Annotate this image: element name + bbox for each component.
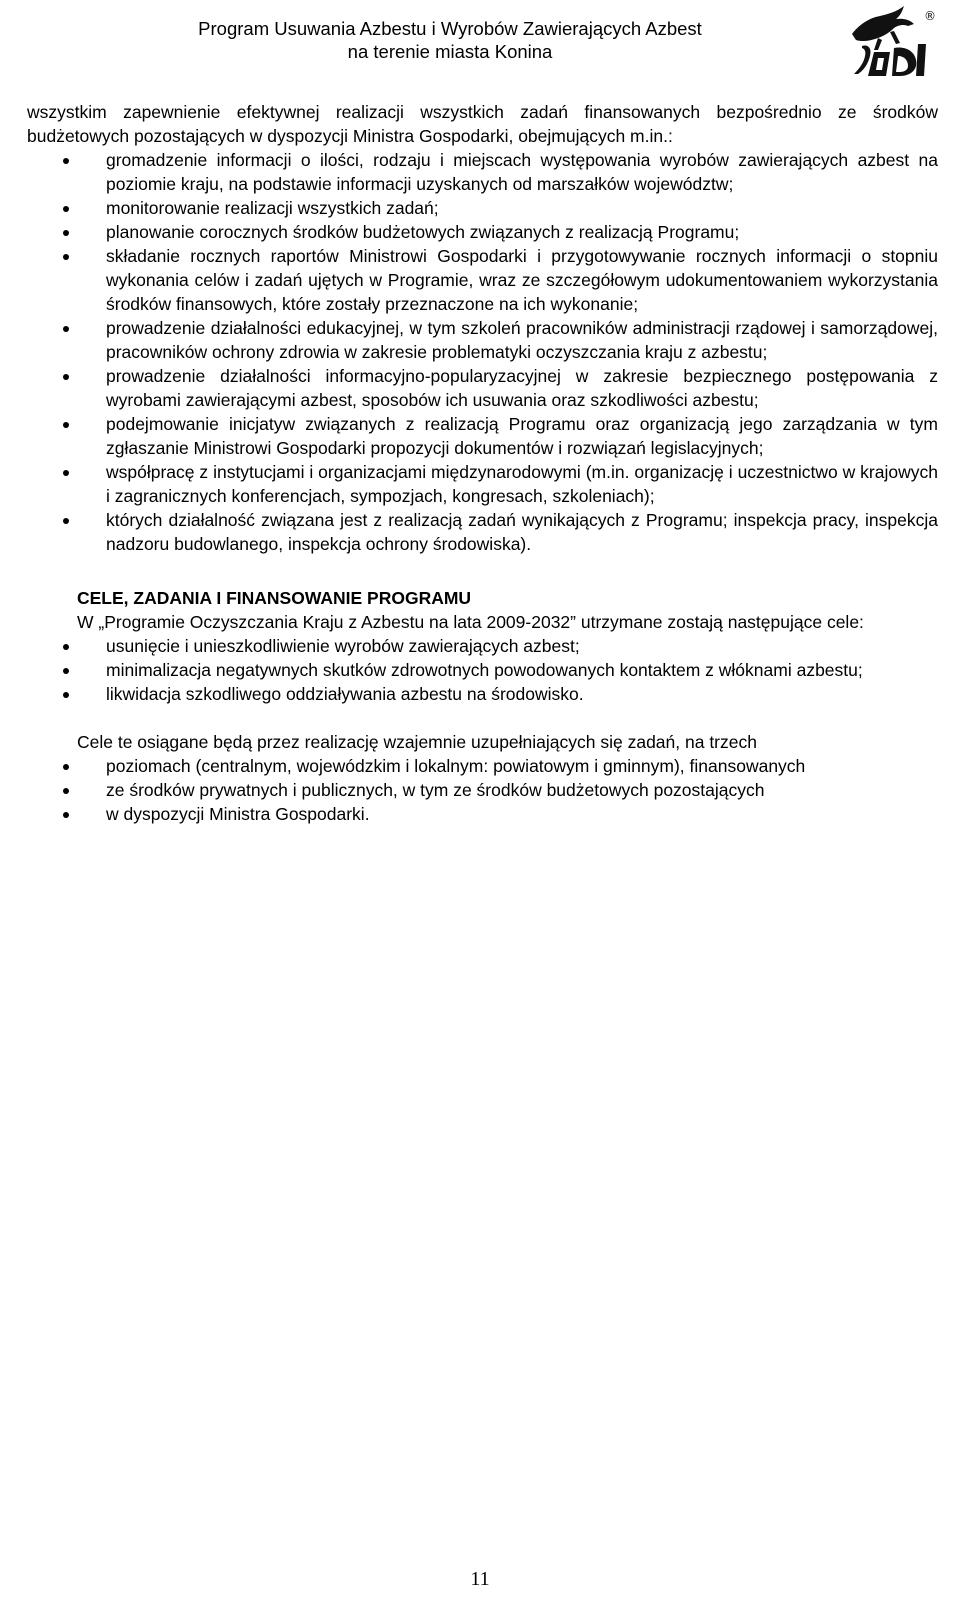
levels-list [27, 754, 938, 826]
goals-intro: W „Programie Oczyszczania Kraju z Azbestu na lata 2009-2032” utrzymane zostają następujące cele: [77, 612, 864, 632]
document-title-line-1: Program Usuwania Azbestu i Wyrobów Zawierających Azbest [198, 18, 702, 39]
intro-paragraph: wszystkim zapewnienie efektywnej realizacji wszystkich zadań finansowanych bezpośrednio ze środków budżetowych pozostających w dyspozycji Ministra Gospodarki, obejmujących m.in.: [27, 102, 938, 146]
list-item: podejmowanie inicjatyw związanych z realizacją Programu oraz organizacją jego zarządzania w tym zgłaszanie Ministrowi Gospodarki propozycji dokumentów i rozwiązań legislacyjnych; [27, 412, 938, 460]
city-crest-logo-icon [838, 4, 938, 80]
section-heading: CELE, ZADANIA I FINANSOWANIE PROGRAMU [77, 588, 472, 608]
list-item: gromadzenie informacji o ilości, rodzaju i miejscach występowania wyrobów zawierających azbest na poziomie kraju, na podstawie informacji uzyskanych od marszałków województw; [27, 148, 938, 196]
page-number: 11 [470, 1568, 490, 1590]
registered-mark: ® [924, 9, 936, 23]
document-body [27, 100, 938, 826]
list-item: których działalność związana jest z realizacją zadań wynikających z Programu; inspekcja pracy, inspekcja nadzoru budowlanego, inspekcja ochrony środowiska). [27, 508, 938, 556]
list-item: prowadzenie działalności edukacyjnej, w tym szkoleń pracowników administracji rządowej i samorządowej, pracowników ochrony zdrowia w zakresie problematyki oczyszczania kraju z azbestu; [27, 316, 938, 364]
goals-list [27, 634, 938, 706]
list-item: minimalizacja negatywnych skutków zdrowotnych powodowanych kontaktem z włóknami azbestu; [27, 658, 938, 682]
page-header [0, 0, 960, 72]
levels-intro: Cele te osiągane będą przez realizację wzajemnie uzupełniających się zadań, na trzech [77, 732, 757, 752]
list-item: poziomach (centralnym, wojewódzkim i lokalnym: powiatowym i gminnym), finansowanych [27, 754, 938, 778]
document-title [140, 17, 760, 63]
list-item: składanie rocznych raportów Ministrowi Gospodarki i przygotowywanie rocznych informacji o stopniu wykonania celów i zadań ujętych w Programie, wraz ze szczegółowym udokumentowaniem wykorzystania środków finansowych, które zostały przeznaczone na ich wykonanie; [27, 244, 938, 316]
list-item: planowanie corocznych środków budżetowych związanych z realizacją Programu; [27, 220, 938, 244]
list-item: prowadzenie działalności informacyjno-popularyzacyjnej w zakresie bezpiecznego postępowania z wyrobami zawierającymi azbest, sposobów ich usuwania oraz szkodliwości azbestu; [27, 364, 938, 412]
list-item: ze środków prywatnych i publicznych, w tym ze środków budżetowych pozostających [27, 778, 938, 802]
list-item: współpracę z instytucjami i organizacjami międzynarodowymi (m.in. organizację i uczestnictwo w krajowych i zagranicznych konferencjach, sympozjach, kongresach, szkoleniach); [27, 460, 938, 508]
document-title-line-2: na terenie miasta Konina [347, 41, 553, 62]
list-item: likwidacja szkodliwego oddziaływania azbestu na środowisko. [27, 682, 938, 706]
list-item: monitorowanie realizacji wszystkich zadań; [27, 196, 938, 220]
list-item: usunięcie i unieszkodliwienie wyrobów zawierających azbest; [27, 634, 938, 658]
duties-list [27, 148, 938, 556]
list-item: w dyspozycji Ministra Gospodarki. [27, 802, 938, 826]
